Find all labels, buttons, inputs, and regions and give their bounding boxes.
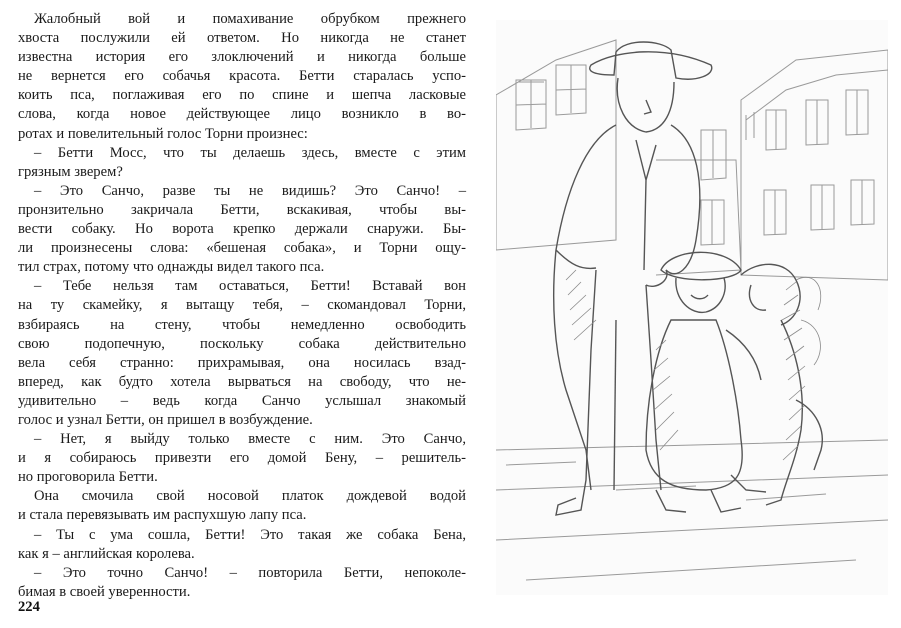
window-icon [846,90,868,135]
text-line: коить пса, поглаживая его по спине и шепча ласковые [18,87,466,104]
window-icon [516,80,546,130]
bonnet-icon [661,252,741,279]
coat-outline [554,125,616,490]
text-line: пронзительно закричала Бетти, вскакивая, чтобы вы- [18,201,466,218]
text-line: вперед, как будто хотела вырваться на свободу, что не- [18,373,466,390]
text-line: слова, когда новое действующее лицо возникло в во- [18,106,466,123]
text-line: бимая в своей уверенности. [18,583,191,600]
text-line: удивительно – ведь когда Санчо услышал знакомый [18,392,466,409]
pencil-illustration [496,20,888,595]
text-line: Она смочила свой носовой платок дождевой водой [34,488,466,505]
window-icon [701,130,726,180]
text-line: голос и узнал Бетти, он пришел в возбуждение. [18,411,313,428]
text-line: – Тебе нельзя там оставаться, Бетти! Вставай вон [34,278,466,295]
text-line: грязным зверем? [18,163,123,180]
page-number: 224 [18,599,40,615]
text-line: – Это точно Санчо! – повторила Бетти, непоколе- [34,564,466,581]
window-icon [811,185,834,230]
window-icon [766,110,786,150]
text-line: и я собираюсь привезти его домой Бену, – решитель- [18,450,466,467]
window-icon [806,100,828,145]
text-line: свою подопечную, поскольку собака действительно [18,335,466,352]
text-line: взбираясь на стену, чтобы немедленно освободить [18,316,466,333]
window-icon [764,190,786,235]
text-line: – Это Санчо, разве ты не видишь? Это Санчо! – [34,182,466,199]
text-line: вела себя странно: прихрамывая, она носилась взад- [18,354,466,371]
text-line: Жалобный вой и помахивание обрубком прежнего [34,11,466,27]
text-line: тил страх, потому что однажды видел такого пса. [18,259,325,276]
text-line: известна история его злоключений и никогда больше [18,49,466,66]
text-line: – Ты с ума сошла, Бетти! Это такая же собака Бена, [34,526,466,543]
text-line: – Бетти Мосс, что ты делаешь здесь, вместе с этим [34,144,466,161]
text-line: вести собаку. Но ворота крепко держали снаружи. Бы- [18,221,466,238]
text-line: хвоста послужили ей ответом. Но никогда не станет [18,30,466,47]
illustration-drawing [496,20,888,595]
text-line: – Нет, я выйду только вместе с ним. Это Санчо, [34,431,466,448]
building-right [741,50,888,280]
hat-icon [590,42,712,79]
text-line: не вернется его собачья красота. Бетти старалась успо- [18,68,466,85]
window-icon [851,180,874,225]
text-line: на ту скамейку, я вытащу тебя, – скомандовал Торни, [18,297,466,314]
text-line: ли произнесены слова: «бешеная собака», и Торни ощу- [18,240,466,257]
page-body-text [18,10,466,602]
text-line: ротах и повелительный голос Торни произнес: [18,125,308,142]
window-icon [701,200,724,245]
window-icon [556,65,586,115]
text-line: но проговорила Бетти. [18,469,158,486]
text-line: как я – английская королева. [18,545,195,562]
text-line: и стала перевязывать им распухшую лапу пса. [18,507,307,524]
